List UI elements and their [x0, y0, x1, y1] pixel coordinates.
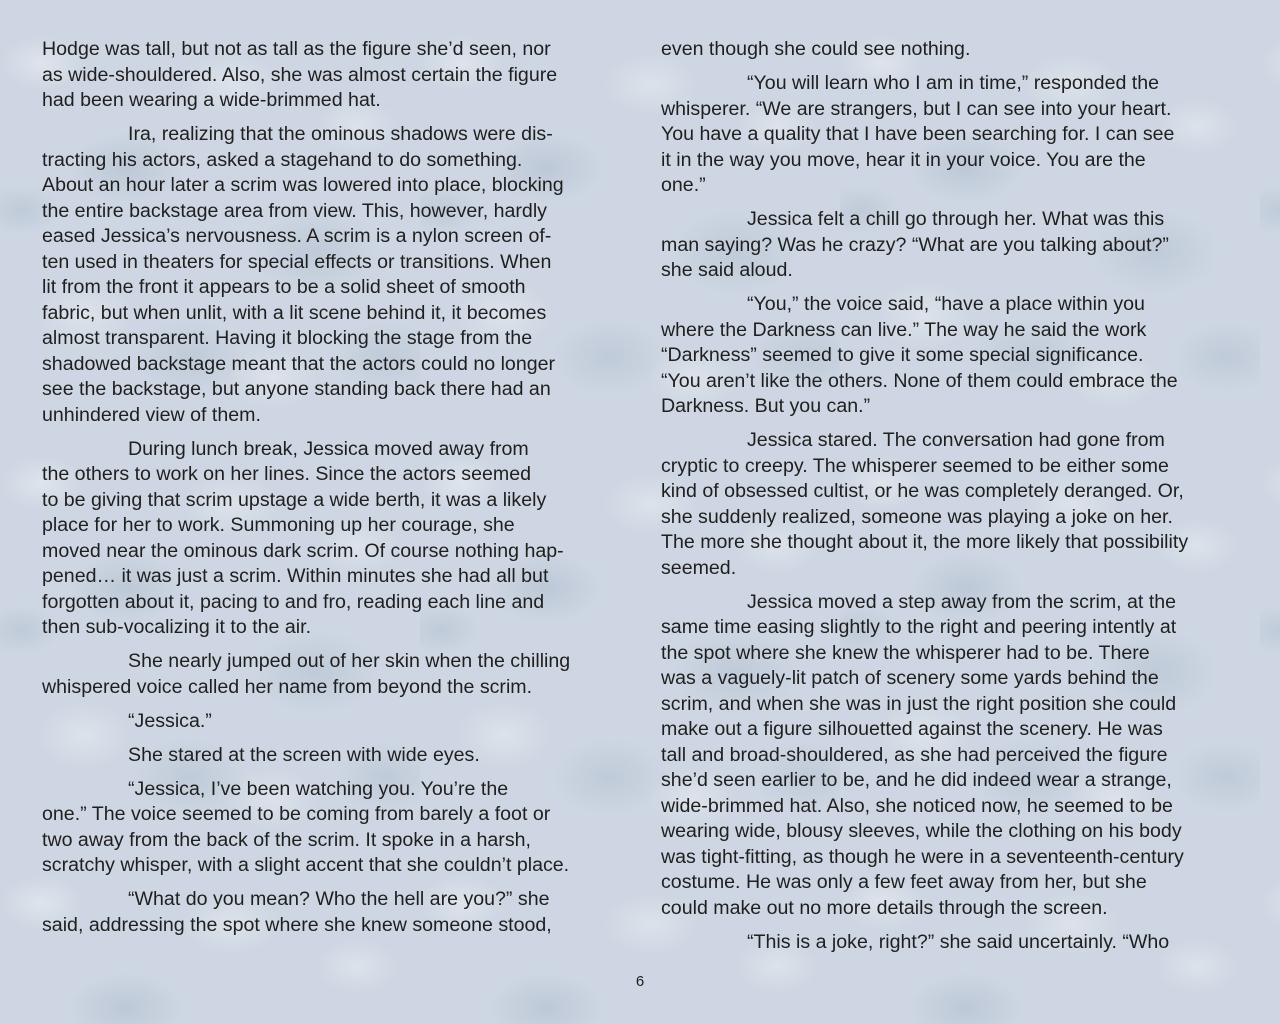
paragraph: Ira, realizing that the ominous shadows were dis- tracting his actors, asked a stagehand to do something. About an hour later a scrim was lowered into place, blocking the entire backstage area from view. This, however, hardly eased Jessica’s nervousness. A scrim is a nylon screen of- ten used in theaters for special effects or transitions. When lit from the front it appears to be a solid sheet of smooth fabric, but when unlit, with a lit scene behind it, it becomes almost transparent. Having it blocking the stage from the shadowed backstage meant that the actors could no longer see the backstage, but anyone standing back there had an unhindered view of them.	[42, 123, 564, 426]
paragraph: “You,” the voice said, “have a place within you where the Darkness can live.” The way he said the work “Darkness” seemed to give it some special significance. “You aren’t like the others. None of them could embrace the Darkness. But you can.”	[661, 293, 1178, 417]
paragraph: Jessica moved a step away from the scrim, at the same time easing slightly to the right and peering intently at the spot where she knew the whisperer had to be. There was a vaguely-lit patch of scenery some yards behind the scrim, and when she was in just the right position she could make out a figure silhouetted against the scenery. He was tall and broad-shouldered, as she had perceived the figure she’d seen earlier to be, and he did indeed wear a strange, wide-brimmed hat. Also, she noticed now, he seemed to be wearing wide, blousy sleeves, while the clothing on his body was tight-fitting, as though he were in a seventeenth-century costume. He was only a few feet away from her, but she could make out no more details through the screen.	[661, 590, 1184, 919]
paragraph: “You will learn who I am in time,” responded the whisperer. “We are strangers, but I can see into your heart. You have a quality that I have been searching for. I can see it in the way you move, hear it in your voice. You are the one.”	[661, 72, 1175, 196]
paragraph: “Jessica, I’ve been watching you. You’re the one.” The voice seemed to be coming from barely a foot or two away from the back of the scrim. It spoke in a harsh, scratchy whisper, with a slight accent that she couldn’t place.	[42, 777, 570, 876]
paragraph: Hodge was tall, but not as tall as the figure she’d seen, nor as wide-shouldered. Also, she was almost certain the figure had been wearing a wide-brimmed hat.	[42, 38, 558, 111]
paragraph: even though she could see nothing.	[661, 38, 971, 60]
paragraph: She nearly jumped out of her skin when the chilling whispered voice called her name from beyond the scrim.	[42, 650, 571, 698]
right-text-column	[661, 37, 1241, 964]
paragraph: She stared at the screen with wide eyes.	[128, 743, 480, 766]
paragraph: During lunch break, Jessica moved away from the others to work on her lines. Since the actors seemed to be giving that scrim upstage a wide berth, it was a likely place for her to work. Summoning up her courage, she moved near the ominous dark scrim. Of course nothing hap- pened… it was just a scrim. Within minutes she had all but forgotten about it, pacing to and fro, reading each line and then sub-vocalizing it to the air.	[42, 437, 564, 638]
paragraph: Jessica felt a chill go through her. What was this man saying? Was he crazy? “What are you talking about?” she said aloud.	[661, 208, 1169, 281]
paragraph: “This is a joke, right?” she said uncertainly. “Who	[747, 930, 1170, 953]
paragraph: “What do you mean? Who the hell are you?” she said, addressing the spot where she knew someone stood,	[42, 888, 552, 936]
page-number: 6	[635, 973, 645, 990]
left-text-column	[42, 37, 627, 947]
paragraph: “Jessica.”	[128, 709, 212, 732]
paragraph: Jessica stared. The conversation had gone from cryptic to creepy. The whisperer seemed to be either some kind of obsessed cultist, or he was completely deranged. Or, she suddenly realized, someone was playing a joke on her. The more she thought about it, the more likely that possibility seemed.	[661, 429, 1189, 579]
